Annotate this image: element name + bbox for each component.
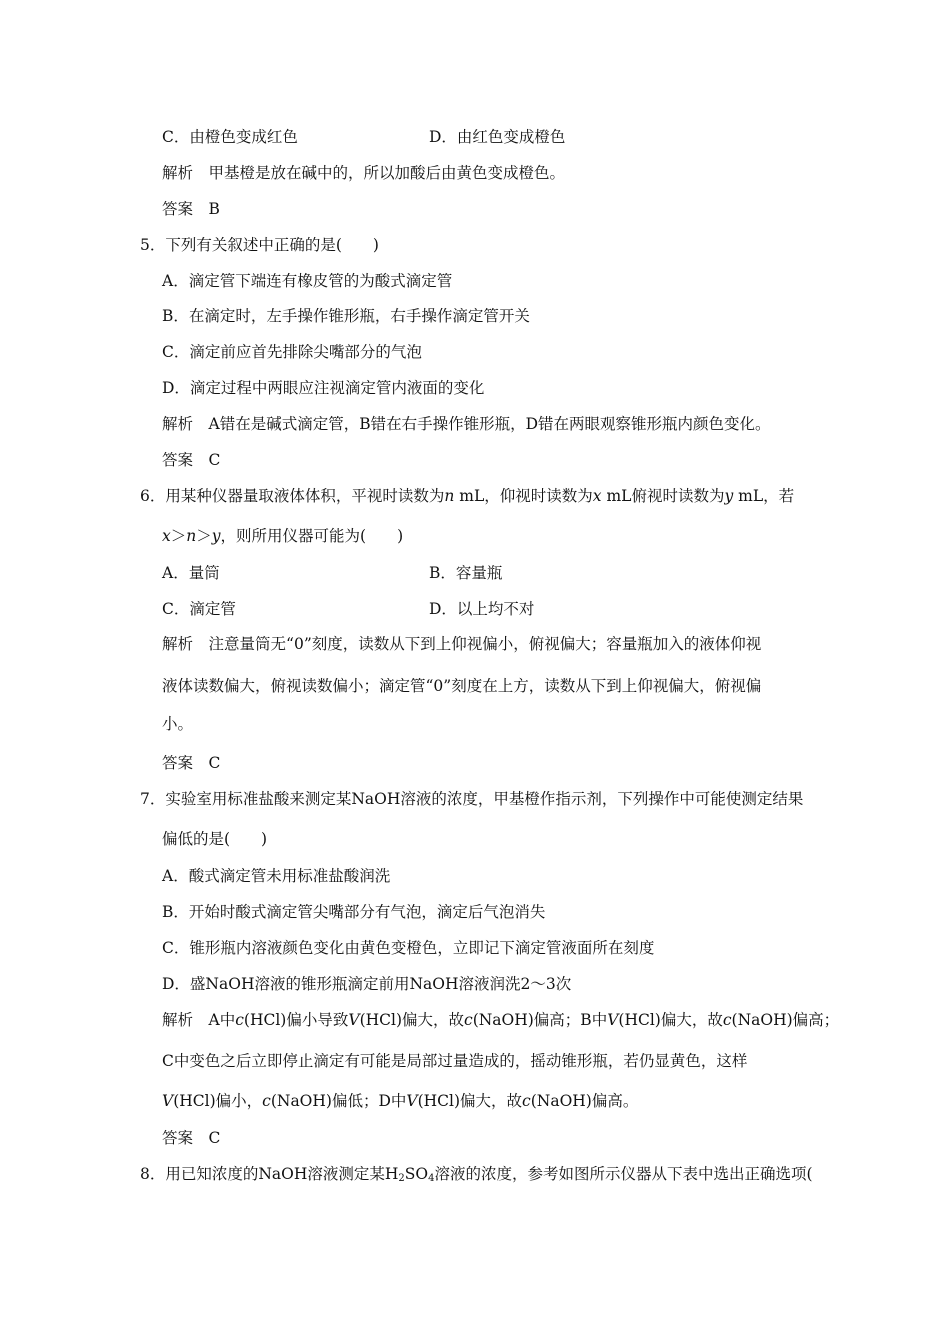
text: SO [404,1165,429,1183]
answer-value: C [208,451,221,469]
q5-answer [162,450,220,470]
var-n: n [186,527,197,545]
q5-analysis [162,414,771,434]
text: (NaOH)偏低；D中 [270,1092,407,1110]
q6-analysis-line3: 小。 [162,715,194,733]
text: (HCl)偏小， [173,1092,263,1110]
analysis-text: 甲基橙是放在碱中的，所以加酸后由黄色变成橙色。 [208,164,566,182]
text: (NaOH)偏高； [731,1011,840,1029]
q7-answer [162,1128,220,1148]
var-x: x [592,487,602,505]
answer-value: C [208,754,221,772]
q6-analysis-line2: 液体读数偏大，俯视读数偏小；滴定管“0”刻度在上方，读数从下到上仰视偏大，俯视偏 [162,677,762,695]
text: 用某种仪器量取液体体积，平视时读数为 [165,487,445,505]
var-c: c [464,1011,473,1029]
q5-stem: 5．下列有关叙述中正确的是( ) [140,236,379,254]
var-v: V [607,1011,619,1029]
var-c: c [262,1092,271,1110]
text: (NaOH)偏高；B中 [472,1011,608,1029]
subscript: 4 [428,1173,435,1184]
answer-label: 答案 [162,451,194,469]
text: mL，若 [733,487,795,505]
q7-option-a: A．酸式滴定管未用标准盐酸润洗 [162,867,391,885]
q8-stem [140,1164,813,1184]
q6-option-c: C．滴定管 [162,600,236,618]
q7-option-c: C．锥形瓶内溶液颜色变化由黄色变橙色，立即记下滴定管液面所在刻度 [162,939,655,957]
q4-option-d: D．由红色变成橙色 [429,128,566,146]
q6-option-a: A．量筒 [162,564,220,582]
var-v: V [348,1011,360,1029]
q4-answer [162,199,220,219]
gt-sign: ＞ [170,527,187,545]
text: (HCl)偏小导致 [243,1011,349,1029]
var-y: y [211,527,221,545]
analysis-label: 解析 [162,415,194,433]
q4-option-c: C．由橙色变成红色 [162,128,298,146]
q7-option-d: D．盛NaOH溶液的锥形瓶滴定前用NaOH溶液润洗2～3次 [162,975,572,993]
q6-option-d: D．以上均不对 [429,600,535,618]
q5-option-c: C．滴定前应首先排除尖嘴部分的气泡 [162,343,422,361]
q7-analysis-line3 [162,1091,638,1111]
var-v: V [406,1092,418,1110]
var-v: V [162,1092,174,1110]
q7-option-b: B．开始时酸式滴定管尖嘴部分有气泡，滴定后气泡消失 [162,903,546,921]
text: ，则所用仪器可能为( ) [220,527,404,545]
q7-analysis-line1 [162,1010,839,1030]
text: (HCl)偏大，故 [359,1011,464,1029]
q5-option-b: B．在滴定时，左手操作锥形瓶，右手操作滴定管开关 [162,307,530,325]
q6-answer [162,753,220,773]
q7-stem-line2: 偏低的是( ) [162,830,268,848]
q5-option-d: D．滴定过程中两眼应注视滴定管内液面的变化 [162,379,485,397]
q4-analysis [162,163,565,183]
analysis-label: 解析 [162,635,194,653]
text: mL，仰视时读数为 [454,487,593,505]
q6-stem-line1 [140,486,794,506]
text: mL俯视时读数为 [601,487,725,505]
text: A中 [208,1011,236,1029]
answer-value: C [208,1129,221,1147]
q6-number: 6． [140,487,166,505]
answer-label: 答案 [162,1129,194,1147]
var-y: y [724,487,734,505]
text: (HCl)偏大，故 [417,1092,523,1110]
analysis-text: 注意量筒无“0”刻度，读数从下到上仰视偏小，俯视偏大；容量瓶加入的液体仰视 [208,635,762,653]
var-c: c [235,1011,244,1029]
q7-analysis-line2: C中变色之后立即停止滴定有可能是局部过量造成的，摇动锥形瓶，若仍显黄色，这样 [162,1052,748,1070]
q6-option-b: B．容量瓶 [429,564,503,582]
q7-stem-line1: 7．实验室用标准盐酸来测定某NaOH溶液的浓度，甲基橙作指示剂，下列操作中可能使测定结果 [140,790,804,808]
var-x: x [162,527,171,545]
var-n: n [444,487,455,505]
subscript: 2 [398,1173,405,1184]
q6-stem-line2 [162,526,403,546]
text: (NaOH)偏高。 [530,1092,639,1110]
text: 8．用已知浓度的NaOH溶液测定某H [140,1165,399,1183]
q5-option-a: A．滴定管下端连有橡皮管的为酸式滴定管 [162,272,453,290]
gt-sign: ＞ [196,527,212,545]
answer-label: 答案 [162,754,194,772]
text: 溶液的浓度，参考如图所示仪器从下表中选出正确选项( [434,1165,813,1183]
text: (HCl)偏大，故 [618,1011,723,1029]
answer-label: 答案 [162,200,194,218]
analysis-label: 解析 [162,1011,194,1029]
q6-analysis-line1 [162,634,761,654]
answer-value: B [208,200,220,218]
analysis-label: 解析 [162,164,194,182]
var-c: c [522,1092,531,1110]
analysis-text: A错在是碱式滴定管，B错在右手操作锥形瓶，D错在两眼观察锥形瓶内颜色变化。 [208,415,771,433]
var-c: c [722,1011,732,1029]
